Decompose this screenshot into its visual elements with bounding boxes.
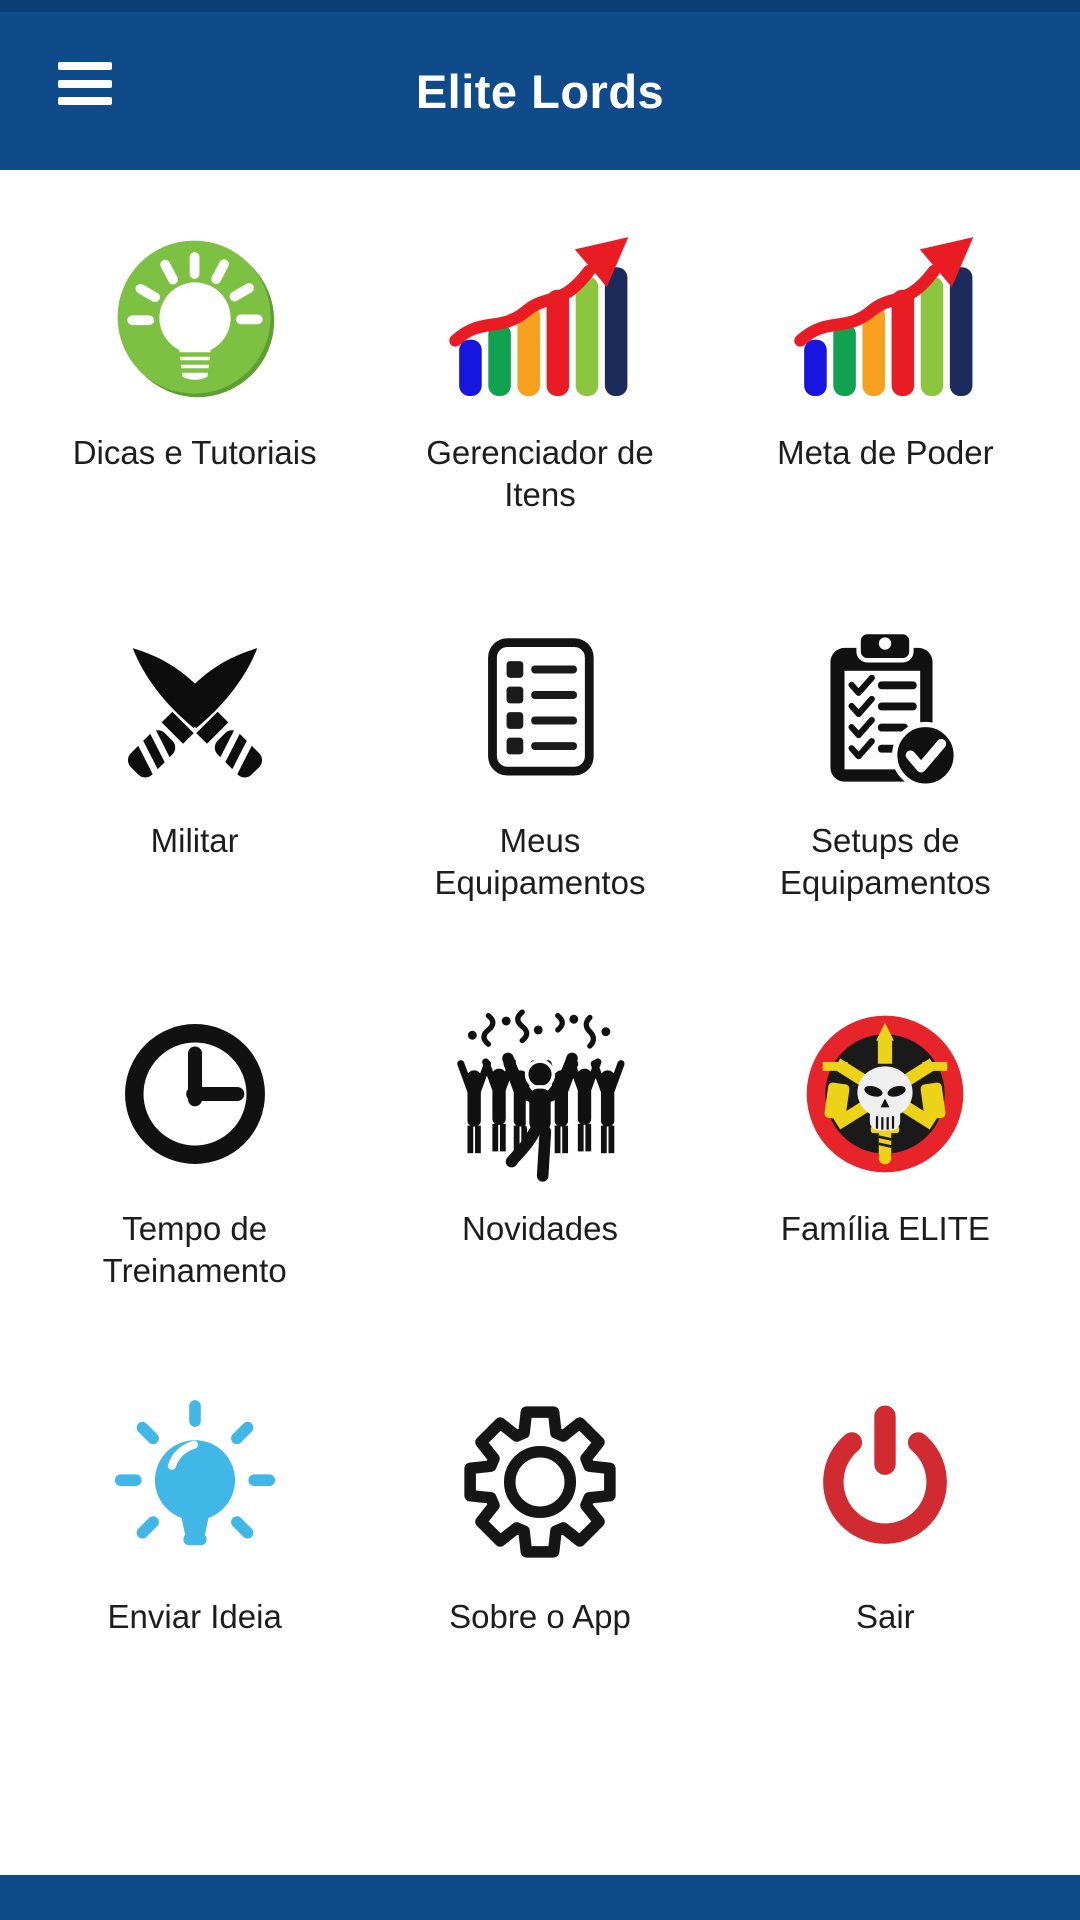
menu-item-gerenciador-de-itens[interactable] bbox=[367, 228, 712, 616]
app-bar bbox=[0, 12, 1080, 170]
hamburger-bar bbox=[58, 62, 112, 70]
growth-chart-icon bbox=[791, 224, 979, 412]
menu-item-label: Sair bbox=[855, 1598, 915, 1635]
elite-badge-icon bbox=[796, 1005, 974, 1183]
menu-item-meus-equipamentos[interactable] bbox=[367, 616, 712, 1004]
menu-item-label: Militar bbox=[150, 822, 239, 859]
menu-item-label: Sobre o App bbox=[449, 1598, 631, 1635]
menu-item-dicas-e-tutoriais[interactable] bbox=[22, 228, 367, 616]
menu-item-novidades[interactable] bbox=[367, 1004, 712, 1392]
menu-item-label: Enviar Ideia bbox=[107, 1598, 282, 1635]
menu-item-meta-de-poder[interactable] bbox=[713, 228, 1058, 616]
menu-item-label: Família ELITE bbox=[780, 1210, 990, 1247]
gear-icon bbox=[451, 1393, 629, 1571]
menu-item-sobre-o-app[interactable] bbox=[367, 1392, 712, 1780]
crossed-swords-icon bbox=[106, 617, 284, 795]
menu-item-militar[interactable] bbox=[22, 616, 367, 1004]
menu-item-icon-box bbox=[440, 1004, 640, 1184]
hamburger-icon[interactable] bbox=[58, 62, 112, 105]
growth-chart-icon bbox=[446, 224, 634, 412]
hamburger-bar bbox=[58, 80, 112, 88]
menu-item-label: Novidades bbox=[462, 1210, 618, 1247]
page-title: Elite Lords bbox=[415, 64, 665, 118]
hamburger-bar bbox=[58, 97, 112, 105]
menu-item-icon-box bbox=[785, 228, 985, 408]
menu-item-icon-box bbox=[95, 616, 295, 796]
power-icon bbox=[796, 1393, 974, 1571]
menu-item-tempo-de-treinamento[interactable] bbox=[22, 1004, 367, 1392]
menu-item-icon-box bbox=[95, 1392, 295, 1572]
menu-item-sair[interactable] bbox=[713, 1392, 1058, 1780]
menu-item-icon-box bbox=[95, 1004, 295, 1184]
menu-item-label: Setups de Equipamentos bbox=[779, 822, 991, 901]
status-bar bbox=[0, 0, 1080, 12]
bottom-nav-bar bbox=[0, 1875, 1080, 1920]
blue-lightbulb-icon bbox=[106, 1393, 284, 1571]
menu-item-icon-box bbox=[785, 1004, 985, 1184]
crowd-icon bbox=[451, 1005, 629, 1183]
menu-item-label: Gerenciador de Itens bbox=[426, 434, 654, 513]
menu-item-icon-box bbox=[785, 616, 985, 796]
menu-item-enviar-ideia[interactable] bbox=[22, 1392, 367, 1780]
menu-item-icon-box bbox=[785, 1392, 985, 1572]
menu-item-label: Dicas e Tutoriais bbox=[72, 434, 317, 471]
clock-icon bbox=[107, 1006, 283, 1182]
checklist-icon bbox=[797, 618, 973, 794]
menu-item-label: Meta de Poder bbox=[777, 434, 994, 471]
menu-item-icon-box bbox=[95, 228, 295, 408]
menu-item-icon-box bbox=[440, 228, 640, 408]
menu-item-label: Tempo de Treinamento bbox=[102, 1210, 287, 1289]
menu-item-setups-de-equipamentos[interactable] bbox=[713, 616, 1058, 1004]
green-lightbulb-icon bbox=[106, 229, 284, 407]
menu-item-icon-box bbox=[440, 616, 640, 796]
menu-item-icon-box bbox=[440, 1392, 640, 1572]
list-icon bbox=[452, 618, 628, 794]
menu-grid bbox=[0, 170, 1080, 1780]
menu-item-label: Meus Equipamentos bbox=[434, 822, 646, 901]
menu-item-familia-elite[interactable] bbox=[713, 1004, 1058, 1392]
